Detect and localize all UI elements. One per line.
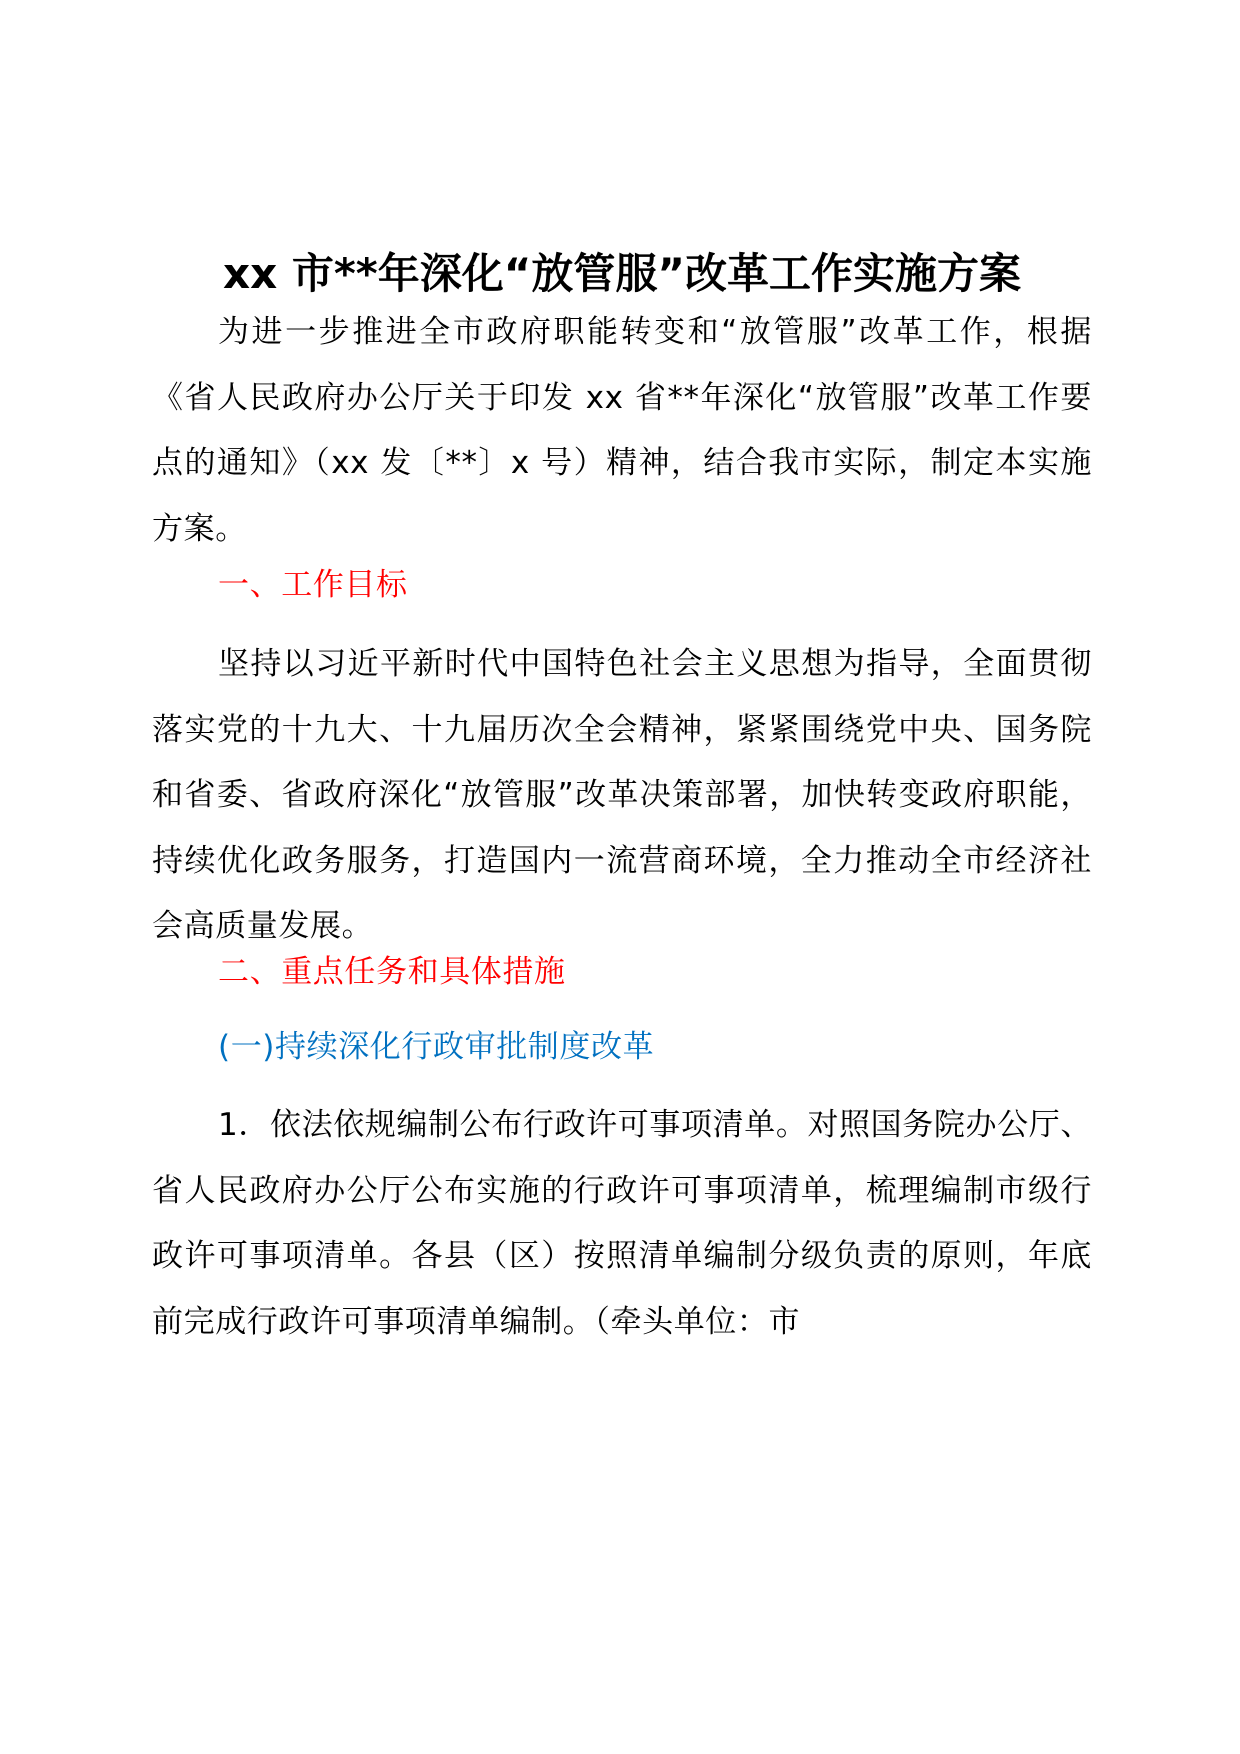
document-title: xx 市**年深化“放管服”改革工作实施方案 (223, 249, 1021, 298)
list-item: 1．依法依规编制公布行政许可事项清单。对照国务院办公厅、省人民政府办公厅公布实施的行政许可事项清单，梳理编制市级行政许可事项清单。各县（区）按照清单编制分级负责的原则，年底前完成行政许可事项清单编制。（牵头单位：市 (152, 1107, 1092, 1340)
section-body-work-goals: 坚持以习近平新时代中国特色社会主义思想为指导，全面贯彻落实党的十九大、十九届历次全会精神，紧紧围绕党中央、国务院和省委、省政府深化“放管服”改革决策部署，加快转变政府职能，持续优化政务服务，打造国内一流营商环境，全力推动全市经济社会高质量发展。 (152, 646, 1092, 944)
intro-paragraph: 为进一步推进全市政府职能转变和“放管服”改革工作，根据《省人民政府办公厅关于印发 xx 省**年深化“放管服”改革工作要点的通知》（xx 发〔**〕x 号）精神，结合我市实际，制定本实施方案。 (152, 314, 1092, 547)
section-heading-key-tasks: 二、重点任务和具体措施 (218, 954, 566, 990)
subsection-heading-admin-approval-reform: (一)持续深化行政审批制度改革 (218, 1029, 655, 1065)
section-heading-work-goals: 一、工作目标 (218, 567, 408, 603)
